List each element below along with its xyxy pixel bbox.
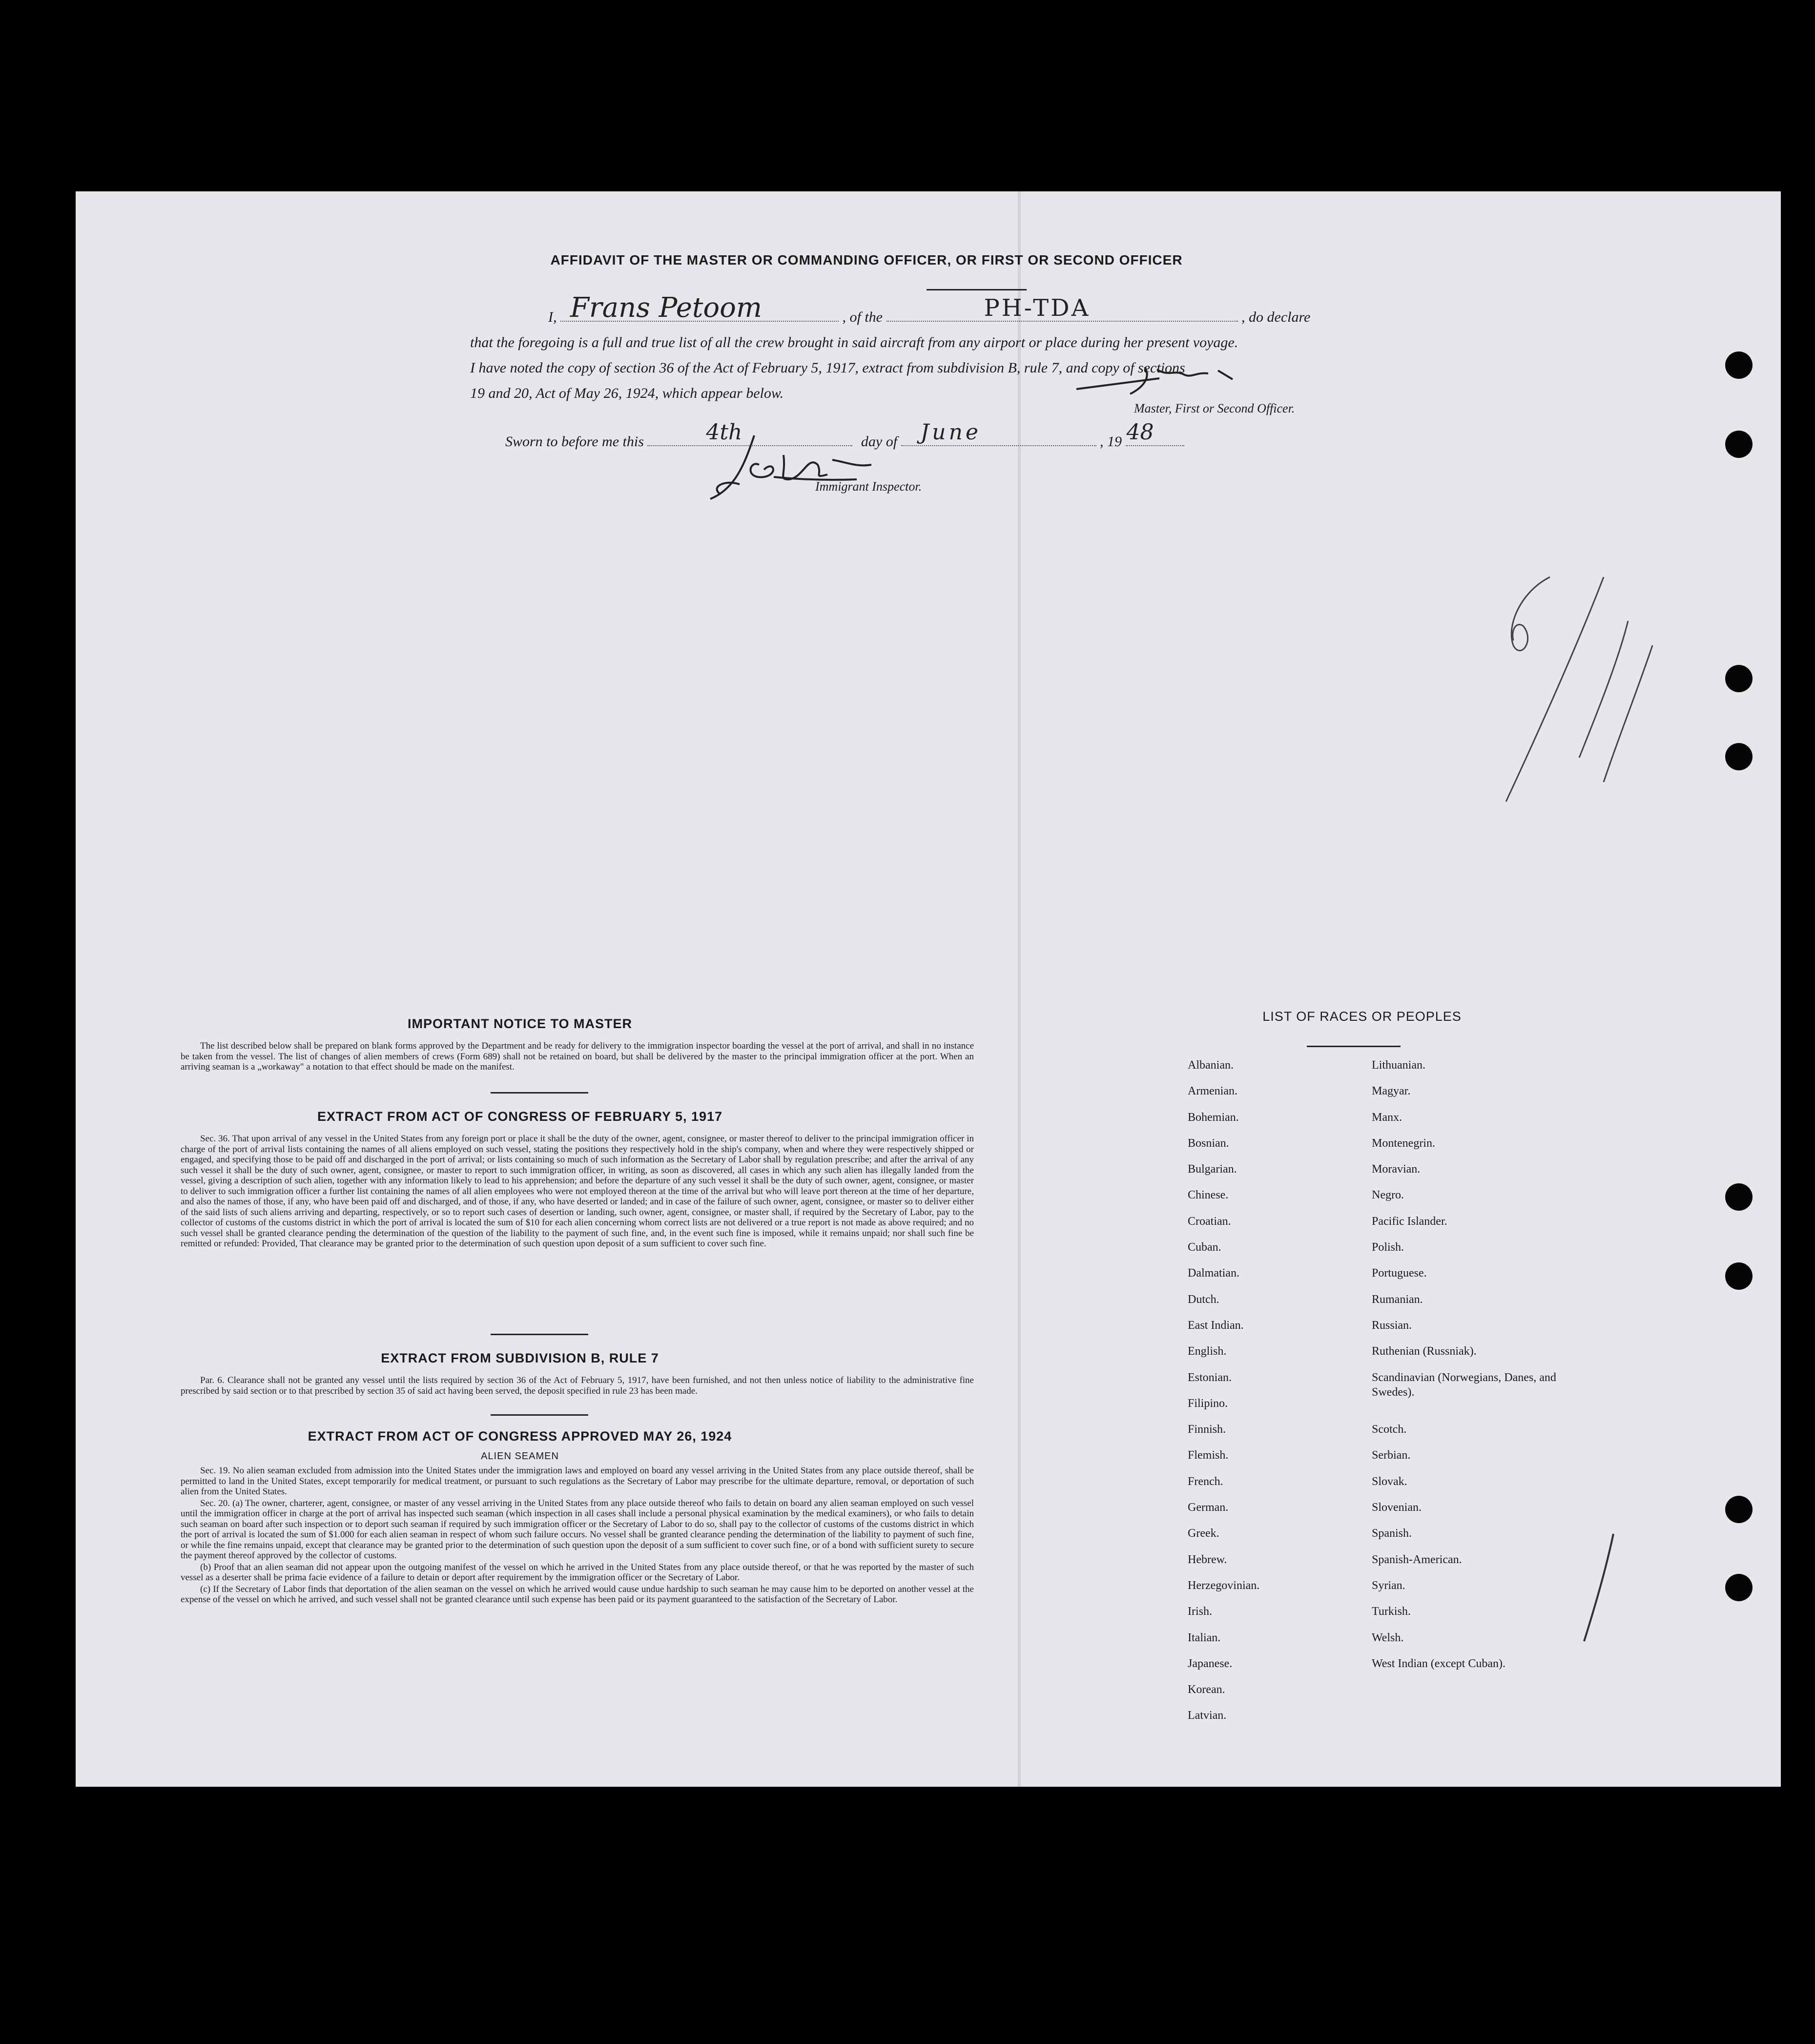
punch-hole	[1725, 1496, 1753, 1523]
rule7-rule	[491, 1414, 588, 1416]
race-item: Spanish.	[1372, 1527, 1412, 1540]
year-field	[1126, 420, 1184, 446]
race-item: Lithuanian.	[1372, 1059, 1425, 1072]
act1924-title: EXTRACT FROM ACT OF CONGRESS APPROVED MAY 26, 1924	[308, 1429, 732, 1444]
race-item: Portuguese.	[1372, 1267, 1427, 1280]
race-item: Rumanian.	[1372, 1293, 1423, 1306]
race-item: Greek.	[1188, 1527, 1219, 1540]
race-item: English.	[1188, 1345, 1227, 1358]
year-prefix: , 19	[1100, 434, 1122, 450]
notice-title: IMPORTANT NOTICE TO MASTER	[408, 1016, 632, 1031]
act1924-sec19: Sec. 19. No alien seaman excluded from admission into the United States under the immigration laws and employed on board any vessel arriving in the United States from any place outside thereof, shall be permitted to land in the United States, except temporarily for medical treatment, or pursuant to such regulations as the Secretary of Labor may prescribe for the ultimate departure, removal, or deportation of such alien from the United States.	[181, 1466, 974, 1497]
race-item: Italian.	[1188, 1631, 1221, 1644]
sworn-label: Sworn to before me this	[505, 434, 644, 450]
race-item: Ruthenian (Russniak).	[1372, 1345, 1477, 1358]
race-item: Herzegovinian.	[1188, 1579, 1260, 1592]
month-field	[901, 420, 1096, 446]
act1917-paragraph: Sec. 36. That upon arrival of any vessel in the United States from any foreign port or place it shall be the duty of the owner, agent, consignee, or master thereof to deliver to the principal immigration officer in charge of the port of arrival lists containing the names of all aliens employed on such vessel, stating the positions they respectively hold in the ship's company, when and where they were respectively shipped or engaged, and specifying those to be paid off and discharged in the port of arrival; or lists containing so much of such information as the Secretary of Labor shall by regulation prescribe; and after the arrival of any such vessel it shall be the duty of such owner, agent, consignee, or master to report to such immigration officer, in writing, as soon as discovered, all cases in which any such alien has illegally landed from the vessel, giving a description of such alien, together with any information likely to lead to his apprehension; and before the departure of any such vessel it shall be the duty of such owner, agent, consignee, or master to deliver to such immigration officer a further list containing the names of all alien employees who were not employed thereon at the time of the arrival but who will leave port thereon at the time of her departure, and also the names of those, if any, who have been paid off and discharged, and of those, if any, who have deserted or landed; and in case of the failure of such owner, agent, consignee, or master so to deliver either of the said lists of such aliens arriving and departing, respectively, or so to report such cases of desertion or landing, such owner, agent, consignee, or master shall, if required by the Secretary of Labor, pay to the collector of customs of the customs district in which the port of arrival is located the sum of $10 for each alien concerning whom correct lists are not delivered or a true report is not made as above required; and no such vessel shall be granted clearance pending the determination of the question of the liability to the payment of such fine, and, in the event such fine is imposed, while it remains unpaid; nor shall such fine be remitted or refunded: Provided, That clearance may be granted prior to the determination of such question upon deposit of a sum sufficient to cover such fine.	[181, 1134, 974, 1249]
act1917-title: EXTRACT FROM ACT OF CONGRESS OF FEBRUARY 5, 1917	[317, 1109, 723, 1124]
punch-hole	[1725, 1574, 1753, 1601]
race-item: Hebrew.	[1188, 1553, 1227, 1566]
race-item: Scotch.	[1372, 1423, 1407, 1436]
race-item: Bosnian.	[1188, 1136, 1229, 1150]
punch-hole	[1725, 1262, 1753, 1290]
punch-hole	[1725, 743, 1753, 770]
rule7-title: EXTRACT FROM SUBDIVISION B, RULE 7	[381, 1351, 659, 1365]
act1924-text	[181, 1466, 974, 1606]
notice-paragraph: The list described below shall be prepared on blank forms approved by the Department and be ready for delivery to the immigration inspector boarding the vessel at the port of arrival, and shall in no instance be taken from the vessel. The list of changes of alien members of crews (Form 689) shall not be retained on board, but shall be delivered by the master to the principal immigration officer at the port. When an arriving seaman is a „workaway" a notation to that effect should be made on the manifest.	[181, 1041, 974, 1072]
race-item: Chinese.	[1188, 1189, 1229, 1202]
race-item: Magyar.	[1372, 1085, 1411, 1098]
race-item: Croatian.	[1188, 1215, 1231, 1228]
affidavit-line-1	[470, 292, 1446, 330]
race-item: Dutch.	[1188, 1293, 1219, 1306]
punch-hole	[1725, 351, 1753, 379]
races-title: LIST OF RACES OR PEOPLES	[1262, 1009, 1462, 1024]
race-item: Bohemian.	[1188, 1111, 1239, 1124]
race-item: Flemish.	[1188, 1449, 1229, 1462]
affidavit-title: AFFIDAVIT OF THE MASTER OR COMMANDING OFFICER, OR FIRST OR SECOND OFFICER	[550, 252, 1183, 268]
races-rule	[1307, 1046, 1401, 1047]
act1924-sec20b: (b) Proof that an alien seaman did not appear upon the outgoing manifest of the vessel on which he arrived in the United States from any place outside thereof, or that he was reported by the master of such vessel as a deserter shall be prima facie evidence of a failure to detain or deport after requirement by the immigration officer or the Secretary of Labor.	[181, 1562, 974, 1583]
notice-text	[181, 1041, 974, 1074]
race-item: Syrian.	[1372, 1579, 1405, 1592]
master-name-field	[560, 292, 839, 324]
race-item: Scandinavian (Norwegians, Danes, and Swedes).	[1372, 1371, 1556, 1399]
race-item: Slovenian.	[1372, 1501, 1422, 1514]
punch-hole	[1725, 665, 1753, 692]
affidavit-line-4: 19 and 20, Act of May 26, 1924, which appear below.	[470, 385, 784, 401]
race-item: Bulgarian.	[1188, 1163, 1237, 1176]
race-item: Filipino.	[1188, 1397, 1228, 1410]
race-item: Albanian.	[1188, 1059, 1234, 1072]
rule7-text	[181, 1375, 974, 1397]
affidavit-line-3: I have noted the copy of section 36 of the Act of February 5, 1917, extract from subdivision B, rule 7, and copy of sections	[470, 360, 1185, 376]
affidavit-declare: , do declare	[1241, 309, 1311, 325]
race-item: Polish.	[1372, 1241, 1404, 1254]
handwritten-tally-mark	[1423, 572, 1677, 846]
act1917-rule	[491, 1334, 588, 1335]
master-caption: Master, First or Second Officer.	[1134, 401, 1295, 415]
affidavit-i: I,	[548, 309, 557, 325]
race-item: Finnish.	[1188, 1423, 1226, 1436]
affidavit-line-2: that the foregoing is a full and true list of all the crew brought in said aircraft from any airport or place during her present voyage.	[470, 334, 1238, 351]
race-item: Latvian.	[1188, 1709, 1227, 1722]
affidavit-of-the: , of the	[842, 309, 883, 325]
race-item: Armenian.	[1188, 1085, 1238, 1098]
races-column-1	[1188, 1058, 1259, 1734]
year-handwritten: 48	[1126, 420, 1154, 445]
handwritten-slash-mark	[1579, 1529, 1618, 1646]
race-item: Russian.	[1372, 1319, 1412, 1332]
document-page	[76, 191, 1781, 1787]
month-handwritten: June	[920, 420, 981, 445]
act1917-text	[181, 1134, 974, 1250]
notice-rule	[491, 1092, 588, 1094]
race-item: Cuban.	[1188, 1241, 1221, 1254]
race-item: Moravian.	[1372, 1163, 1421, 1176]
race-item: French.	[1188, 1475, 1223, 1488]
punch-hole	[1725, 431, 1753, 458]
inspector-caption: Immigrant Inspector.	[815, 479, 922, 494]
race-item: Dalmatian.	[1188, 1267, 1239, 1280]
rule7-paragraph: Par. 6. Clearance shall not be granted any vessel until the lists required by section 36 of the Act of February 5, 1917, have been furnished, and not then unless notice of liability to the administrative fine prescribed by said section or to that prescribed by section 35 of said act having been served, the deposit specified in rule 23 has been made.	[181, 1375, 974, 1396]
inspector-signature	[701, 426, 906, 509]
vessel-field	[887, 294, 1238, 322]
act1924-sec20c: (c) If the Secretary of Labor finds that deportation of the alien seaman on the vessel on which he arrived would cause undue hardship to such seaman he may cause him to be deported on another vessel at the expense of the vessel on which he arrived, and such vessel shall not be granted clearance until such expense has been paid or its payment guaranteed to the satisfaction of the Secretary of Labor.	[181, 1584, 974, 1605]
race-item: East Indian.	[1188, 1319, 1244, 1332]
races-column-2	[1372, 1058, 1557, 1682]
race-item: Negro.	[1372, 1189, 1404, 1202]
race-item: Slovak.	[1372, 1475, 1407, 1488]
race-item: West Indian (except Cuban).	[1372, 1657, 1506, 1670]
punch-hole	[1725, 1183, 1753, 1211]
race-item: Turkish.	[1372, 1605, 1411, 1618]
vessel-handwritten: PH-TDA	[984, 294, 1091, 322]
race-item: Japanese.	[1188, 1657, 1233, 1670]
race-item: Montenegrin.	[1372, 1136, 1435, 1150]
master-signature	[1072, 360, 1345, 399]
act1924-sec20a: Sec. 20. (a) The owner, charterer, agent, consignee, or master of any vessel arriving in the United States from any place outside thereof who fails to detain on board any alien seaman employed on such vessel until the immigration officer in charge at the port of arrival has inspected such seaman (which inspection in all cases shall include a personal physical examination by the medical examiners), or who fails to detain such seaman on board after such inspection or to deport such seaman if required by such immigration officer or the Secretary of Labor to do so, shall pay to the collector of customs of the customs district in which the port of arrival is located the sum of $1.000 for each alien seaman in respect of whom such failure occurs. No vessel shall be granted clearance pending the determination of the liability to payment of such fine, or while the fine remains unpaid, except that clearance may be granted prior to the determination of such question upon the deposit of a sum sufficient to cover such fine, or of a bond with sufficient surety to secure the payment thereof approved by the collector of customs.	[181, 1498, 974, 1561]
act1924-subtitle: ALIEN SEAMEN	[481, 1451, 559, 1462]
master-name-handwritten: Frans Petoom	[570, 292, 762, 324]
day-handwritten: 4th	[706, 420, 742, 445]
race-item: Pacific Islander.	[1372, 1215, 1447, 1228]
race-item: Estonian.	[1188, 1371, 1232, 1384]
affidavit-title-rule	[927, 289, 1027, 290]
race-item: Welsh.	[1372, 1631, 1404, 1644]
race-item: Serbian.	[1372, 1449, 1411, 1462]
race-item: Manx.	[1372, 1111, 1402, 1124]
race-item: Korean.	[1188, 1683, 1225, 1696]
race-item: German.	[1188, 1501, 1229, 1514]
race-item: Irish.	[1188, 1605, 1212, 1618]
race-item: Spanish-American.	[1372, 1553, 1462, 1566]
day-of-label: day of	[861, 434, 898, 450]
